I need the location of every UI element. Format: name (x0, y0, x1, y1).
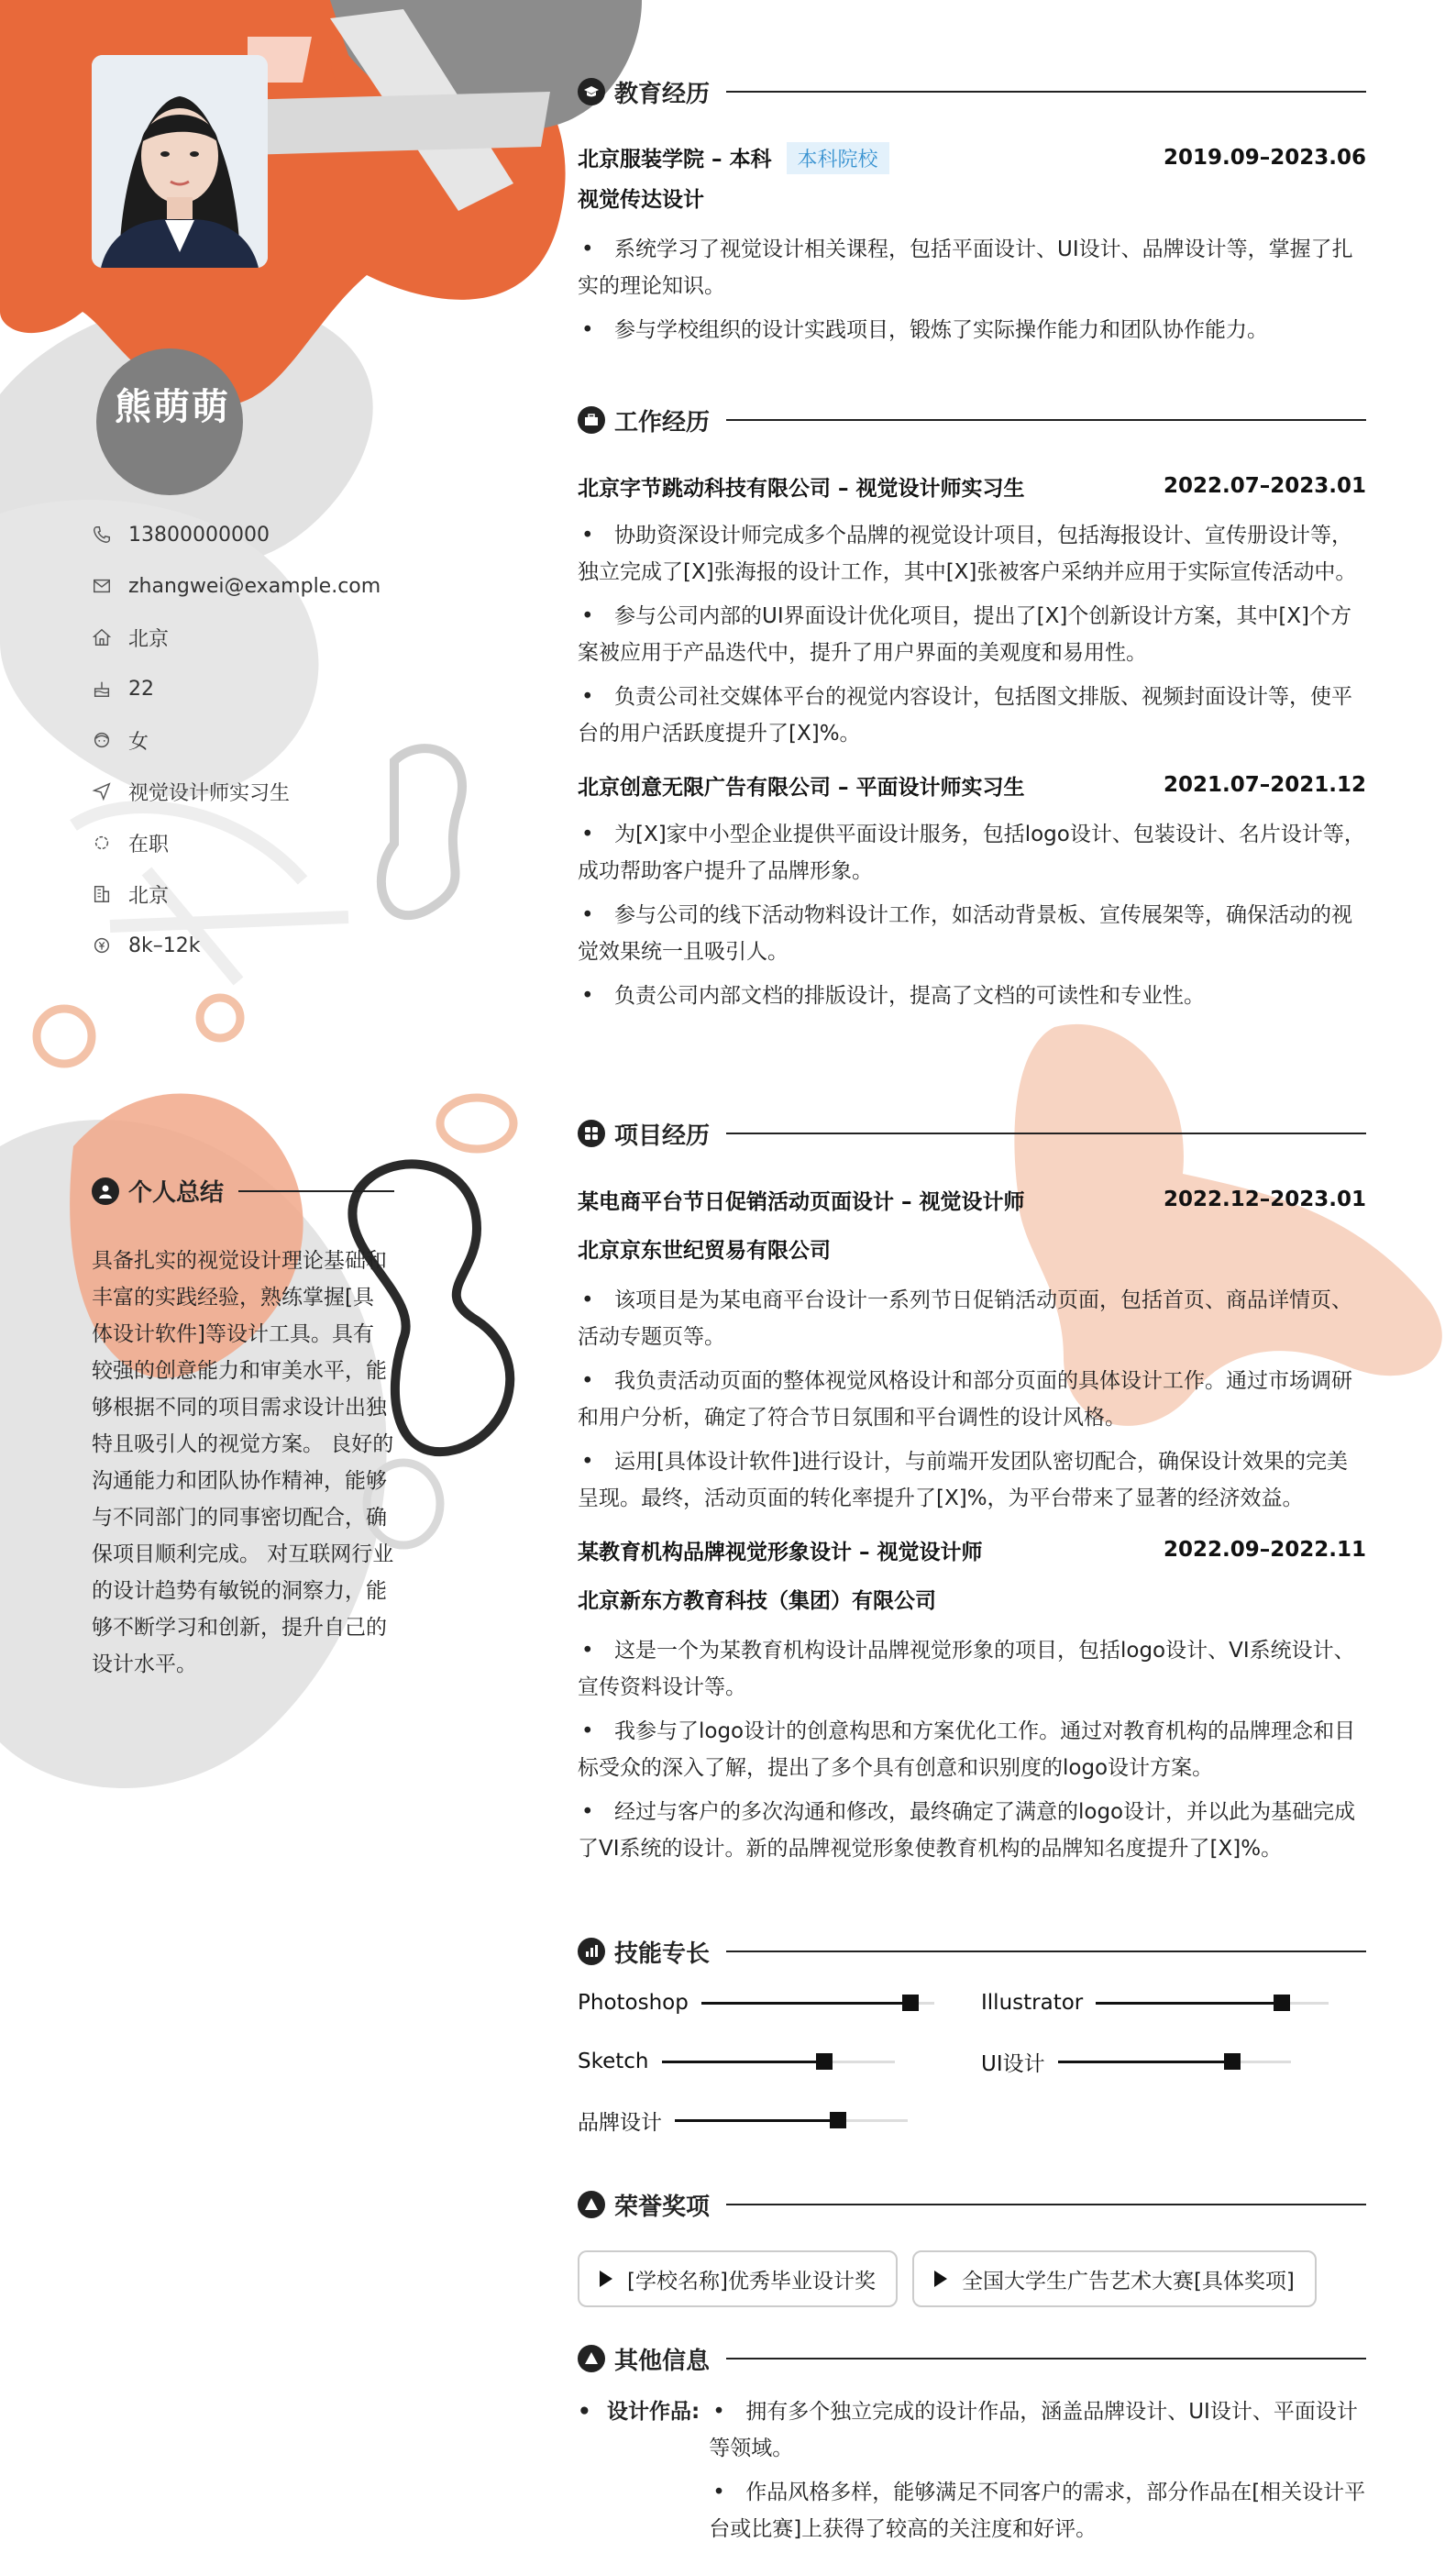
award-chip (912, 2250, 1317, 2307)
project-entry (578, 1181, 1366, 1517)
skill-name: 品牌设计 (578, 2110, 662, 2135)
projects-header (578, 1115, 1366, 1152)
other-header (578, 2340, 1366, 2377)
project-date: 2022.12–2023.01 (1163, 1188, 1366, 1211)
project-name: 某电商平台节日促销活动页面设计 – 视觉设计师 (578, 1189, 1025, 1214)
building-icon (92, 883, 128, 905)
skill-bar (675, 2119, 908, 2122)
skill-fill (675, 2119, 838, 2122)
contact-salary-text: 8k–12k (128, 934, 201, 957)
contact-city-text: 北京 (128, 627, 170, 651)
cake-icon (92, 678, 128, 700)
skills-title: 技能专长 (614, 1940, 711, 1968)
project-entry (578, 1531, 1366, 1867)
phone-icon (92, 524, 128, 546)
awards-section (578, 2186, 1366, 2307)
status-icon (92, 832, 128, 854)
contact-phone (92, 509, 403, 560)
summary-header (92, 1174, 394, 1208)
skill-knob (1274, 1995, 1290, 2011)
skill-fill (1096, 2002, 1282, 2005)
work-bullet: • 参与公司的线下活动物料设计工作，如活动背景板、宣传展架等，确保活动的视觉效果统一且吸引人。 (578, 897, 1366, 970)
other-bullet: • 拥有多个独立完成的设计作品，涵盖品牌设计、UI设计、平面设计等领域。 (709, 2393, 1366, 2467)
briefcase-icon (578, 406, 605, 434)
skill-item (578, 2045, 981, 2078)
skill-knob (816, 2053, 833, 2070)
contact-position-text: 视觉设计师实习生 (128, 781, 291, 805)
education-bullet: • 参与学校组织的设计实践项目，锻炼了实际操作能力和团队协作能力。 (578, 312, 1366, 348)
skills-header (578, 1933, 1366, 1970)
contact-status-text: 在职 (128, 833, 170, 856)
education-section (578, 73, 1366, 356)
skill-fill (1058, 2061, 1233, 2063)
work-bullet: • 负责公司社交媒体平台的视觉内容设计，包括图文排版、视频封面设计等，使平台的用户活跃度提升了[X]%。 (578, 679, 1366, 752)
contact-email-text: zhangwei@example.com (128, 574, 381, 598)
salary-icon (92, 934, 128, 956)
skill-name: Sketch (578, 2050, 649, 2073)
skill-item (578, 2104, 981, 2137)
work-company: 北京字节跳动科技有限公司 – 视觉设计师实习生 (578, 476, 1025, 501)
contact-position (92, 766, 403, 817)
work-title: 工作经历 (614, 408, 711, 437)
chart-icon (578, 1938, 605, 1965)
education-title: 教育经历 (614, 80, 711, 108)
awards-header (578, 2186, 1366, 2223)
other-title: 其他信息 (614, 2347, 711, 2375)
project-bullet: • 我参与了logo设计的创意构思和方案优化工作。通过对教育机构的品牌理念和目标受众的深入了解，提出了多个具有创意和识别度的logo设计方案。 (578, 1713, 1366, 1786)
contact-phone-text: 13800000000 (128, 523, 270, 547)
education-header (578, 73, 1366, 110)
award-chip (578, 2250, 898, 2307)
work-bullet: • 负责公司内部文档的排版设计，提高了文档的可读性和专业性。 (578, 978, 1366, 1014)
project-bullet: • 运用[具体设计软件]进行设计，与前端开发团队密切配合，确保设计效果的完美呈现。最终，活动页面的转化率提升了[X]%，为平台带来了显著的经济效益。 (578, 1443, 1366, 1517)
skill-item (981, 2045, 1366, 2078)
other-row (578, 2393, 1366, 2555)
gender-icon (92, 729, 128, 751)
project-bullet: • 该项目是为某电商平台设计一系列节日促销活动页面，包括首页、商品详情页、活动专题页等。 (578, 1282, 1366, 1355)
contact-gender (92, 714, 403, 766)
work-entry (578, 468, 1366, 752)
skill-item (578, 1986, 981, 2019)
project-org: 北京京东世纪贸易有限公司 (578, 1239, 831, 1263)
contact-salary (92, 920, 403, 971)
award-text: [学校名称]优秀毕业设计奖 (627, 2269, 876, 2293)
play-icon (934, 2271, 947, 2287)
skill-fill (662, 2061, 825, 2063)
school-name: 北京服装学院 – 本科 (578, 147, 772, 171)
project-date: 2022.09–2022.11 (1163, 1538, 1366, 1562)
work-section (578, 402, 1366, 1022)
project-bullet: • 我负责活动页面的整体视觉风格设计和部分页面的具体设计工作。通过市场调研和用户分析，确定了符合节日氛围和平台调性的设计风格。 (578, 1363, 1366, 1436)
skill-name: UI设计 (981, 2051, 1045, 2076)
skill-knob (902, 1995, 919, 2011)
skill-bar (701, 2002, 934, 2005)
project-org: 北京新东方教育科技（集团）有限公司 (578, 1589, 936, 1613)
education-major: 视觉传达设计 (578, 188, 704, 212)
other-label: • 设计作品: (578, 2393, 700, 2555)
person-name: 熊萌萌 (115, 385, 230, 428)
contact-list (92, 509, 403, 971)
grid-icon (578, 1120, 605, 1147)
contact-age-text: 22 (128, 677, 154, 701)
award-text: 全国大学生广告艺术大赛[具体奖项] (961, 2269, 1295, 2293)
work-bullet: • 协助资深设计师完成多个品牌的视觉设计项目，包括海报设计、宣传册设计等，独立完成了[X]张海报的设计工作，其中[X]张被客户采纳并应用于实际宣传活动中。 (578, 517, 1366, 591)
skill-name: Illustrator (981, 1991, 1084, 2015)
contact-city (92, 612, 403, 663)
skill-fill (701, 2002, 911, 2005)
info-icon (578, 2345, 605, 2372)
work-bullet: • 为[X]家中小型企业提供平面设计服务，包括logo设计、包装设计、名片设计等，成功帮助客户提升了品牌形象。 (578, 816, 1366, 890)
other-section (578, 2340, 1366, 2555)
graduation-cap-icon (578, 78, 605, 105)
contact-work-city-text: 北京 (128, 884, 170, 908)
medal-icon (578, 2191, 605, 2218)
projects-section (578, 1115, 1366, 1874)
name-area (81, 348, 264, 459)
skill-bar (1096, 2002, 1329, 2005)
work-entry (578, 767, 1366, 1014)
project-name: 某教育机构品牌视觉形象设计 – 视觉设计师 (578, 1540, 983, 1564)
contact-email (92, 560, 403, 612)
skill-name: Photoshop (578, 1991, 689, 2015)
awards-title: 荣誉奖项 (614, 2193, 711, 2221)
work-company: 北京创意无限广告有限公司 – 平面设计师实习生 (578, 775, 1025, 800)
contact-gender-text: 女 (128, 730, 149, 754)
play-icon (600, 2271, 612, 2287)
skill-knob (1224, 2053, 1241, 2070)
send-icon (92, 780, 128, 802)
education-date: 2019.09–2023.06 (1163, 146, 1366, 170)
skill-bar (1058, 2061, 1291, 2063)
project-bullet: • 经过与客户的多次沟通和修改，最终确定了满意的logo设计，并以此为基础完成了VI系统的设计。新的品牌视觉形象使教育机构的品牌知名度提升了[X]%。 (578, 1794, 1366, 1867)
avatar-photo (92, 55, 268, 268)
work-date: 2021.07–2021.12 (1163, 773, 1366, 797)
work-date: 2022.07–2023.01 (1163, 474, 1366, 498)
skills-section (578, 1933, 1366, 2137)
summary-title: 个人总结 (128, 1179, 225, 1207)
contact-status (92, 817, 403, 868)
projects-title: 项目经历 (614, 1122, 711, 1150)
project-bullet: • 这是一个为某教育机构设计品牌视觉形象的项目，包括logo设计、VI系统设计、宣传资料设计等。 (578, 1632, 1366, 1706)
skill-knob (830, 2112, 846, 2128)
other-bullet: • 作品风格多样，能够满足不同客户的需求，部分作品在[相关设计平台或比赛]上获得了较高的关注度和好评。 (709, 2474, 1366, 2547)
home-icon (92, 626, 128, 648)
work-header (578, 402, 1366, 438)
contact-age (92, 663, 403, 714)
skill-item (981, 1986, 1366, 2019)
mail-icon (92, 575, 128, 597)
skill-bar (662, 2061, 895, 2063)
contact-work-city (92, 868, 403, 920)
school-badge: 本科院校 (787, 142, 889, 174)
summary-text: 具备扎实的视觉设计理论基础和丰富的实践经验，熟练掌握[具体设计软件]等设计工具。具有较强的创意能力和审美水平，能够根据不同的项目需求设计出独特且吸引人的视觉方案。 良好的沟通能力和团队协作精神，能够与不同部门的同事密切配合，确保项目顺利完成。 对互联网行业的设计趋势有敏锐的洞察力，能够不断学习和创新，提升自己的设计水平。 (92, 1249, 394, 1676)
education-entry-head (578, 139, 1366, 176)
skills-grid (578, 1986, 1366, 2137)
work-bullet: • 参与公司内部的UI界面设计优化项目，提出了[X]个创新设计方案，其中[X]个方案被应用于产品迭代中，提升了用户界面的美观度和易用性。 (578, 598, 1366, 671)
user-icon (92, 1177, 119, 1205)
education-bullet: • 系统学习了视觉设计相关课程，包括平面设计、UI设计、品牌设计等，掌握了扎实的理论知识。 (578, 231, 1366, 304)
